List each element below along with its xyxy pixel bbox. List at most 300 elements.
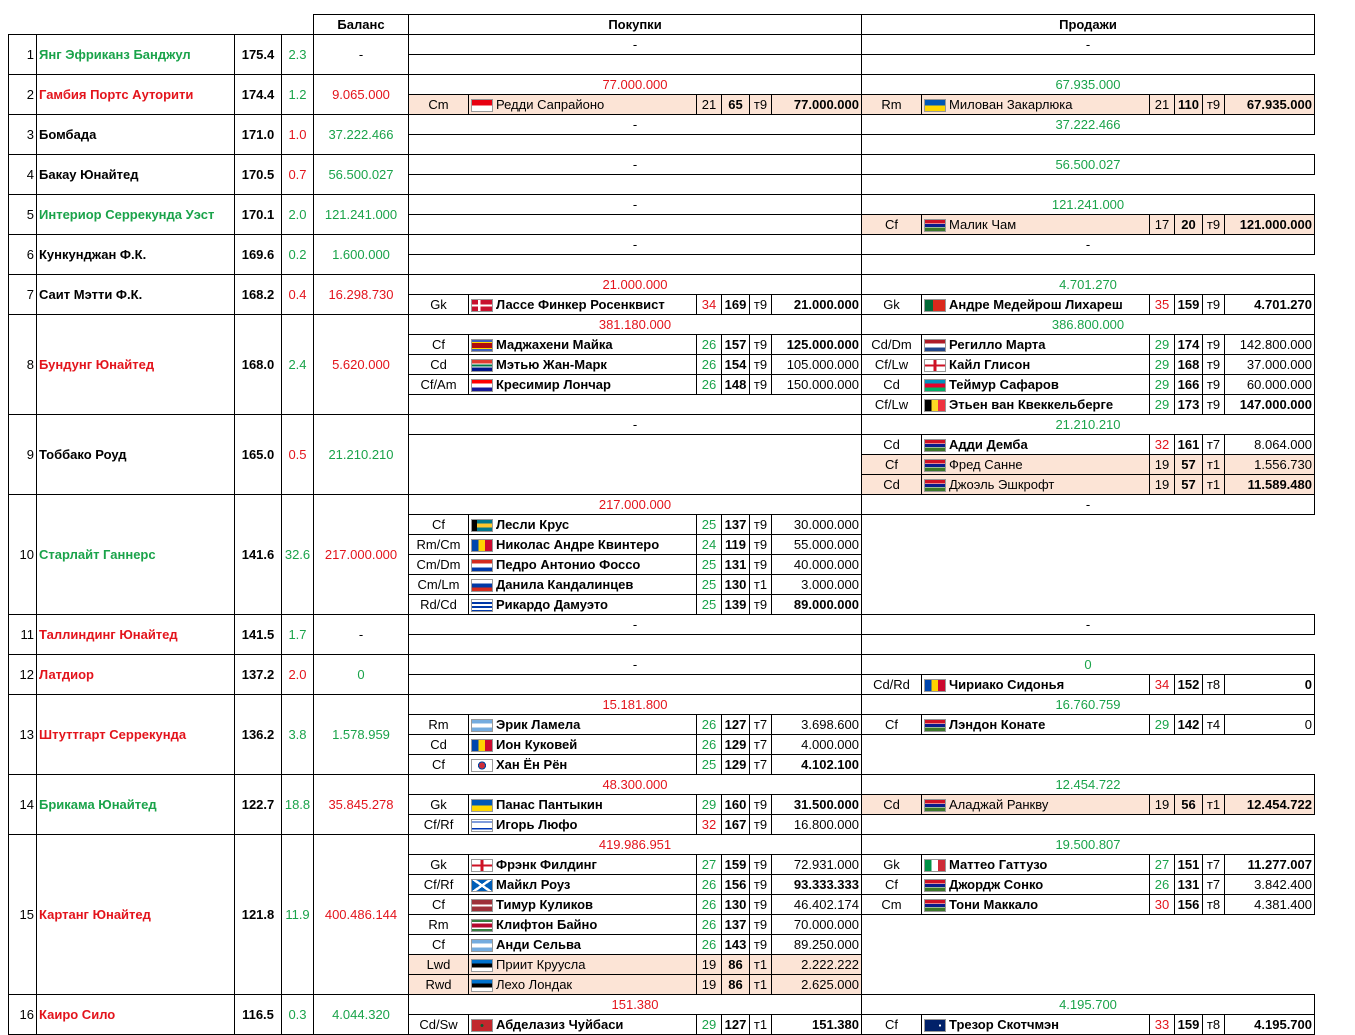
sales-total: 386.800.000 (862, 315, 1315, 335)
buys-term: т9 (750, 295, 772, 315)
team-name[interactable]: Бакау Юнайтед (37, 155, 235, 195)
buys-price: 77.000.000 (772, 95, 862, 115)
sales-player[interactable] (922, 715, 1150, 735)
team-name[interactable]: Таллиндинг Юнайтед (37, 615, 235, 655)
sales-price: 142.800.000 (1225, 335, 1315, 355)
sales-position: Cf (862, 1015, 922, 1035)
sales-rating: 166 (1175, 375, 1203, 395)
team-balance: 1.578.959 (314, 695, 409, 775)
sales-player[interactable] (922, 875, 1150, 895)
team-rating: 116.5 (235, 995, 282, 1035)
buys-player-name: Ион Куковей (496, 737, 578, 752)
team-rating-diff: 2.0 (282, 195, 314, 235)
flag-denmark-icon (471, 299, 493, 312)
buys-age: 29 (697, 1015, 722, 1035)
buys-player[interactable] (469, 595, 697, 615)
buys-position: Cf (409, 335, 469, 355)
buys-player[interactable] (469, 955, 697, 975)
flag-uruguay-icon (471, 599, 493, 612)
buys-player[interactable] (469, 795, 697, 815)
buys-price: 70.000.000 (772, 915, 862, 935)
sales-price: 0 (1225, 715, 1315, 735)
team-rating-diff: 1.0 (282, 115, 314, 155)
buys-position: Rd/Cd (409, 595, 469, 615)
sales-term: т1 (1203, 795, 1225, 815)
sales-player[interactable] (922, 395, 1150, 415)
sales-total: 19.500.807 (862, 835, 1315, 855)
buys-rating: 169 (722, 295, 750, 315)
buys-player-name: Кресимир Лончар (496, 377, 611, 392)
team-rating-diff: 0.7 (282, 155, 314, 195)
team-rating: 170.1 (235, 195, 282, 235)
buys-empty-row (409, 455, 862, 475)
team-row (9, 615, 1315, 635)
sales-position: Cd (862, 375, 922, 395)
buys-player[interactable] (469, 735, 697, 755)
buys-player[interactable] (469, 295, 697, 315)
buys-rating: 131 (722, 555, 750, 575)
sales-rating: 161 (1175, 435, 1203, 455)
buys-position: Cf/Am (409, 375, 469, 395)
buys-position: Cm (409, 95, 469, 115)
buys-term: т7 (750, 715, 772, 735)
sales-position: Cf (862, 715, 922, 735)
sales-price: 3.842.400 (1225, 875, 1315, 895)
buys-rating: 139 (722, 595, 750, 615)
sales-age: 26 (1150, 875, 1175, 895)
buys-player[interactable] (469, 555, 697, 575)
sales-age: 29 (1150, 335, 1175, 355)
buys-total: 419.986.951 (409, 835, 862, 855)
buys-age: 27 (697, 855, 722, 875)
team-row (9, 995, 1315, 1015)
buys-player-name: Педро Антонио Фоссо (496, 557, 641, 572)
buys-player[interactable] (469, 515, 697, 535)
team-rating: 136.2 (235, 695, 282, 775)
team-rating: 121.8 (235, 835, 282, 995)
buys-rating: 143 (722, 935, 750, 955)
buys-price: 2.625.000 (772, 975, 862, 995)
sales-position: Gk (862, 295, 922, 315)
buys-empty-row (409, 135, 862, 155)
buys-player-name: Игорь Люфо (496, 817, 578, 832)
sales-player-name: Аладжай Ранкву (949, 797, 1049, 812)
flag-gambia-icon (924, 879, 946, 892)
sales-player[interactable] (922, 475, 1150, 495)
sales-total: 37.222.466 (862, 115, 1315, 135)
buys-price: 105.000.000 (772, 355, 862, 375)
buys-age: 26 (697, 875, 722, 895)
buys-rating: 86 (722, 955, 750, 975)
buys-term: т9 (750, 535, 772, 555)
sales-age: 27 (1150, 855, 1175, 875)
buys-player[interactable] (469, 335, 697, 355)
buys-total: 151.380 (409, 995, 862, 1015)
sales-price: 11.589.480 (1225, 475, 1315, 495)
team-rating: 141.5 (235, 615, 282, 655)
buys-rating: 119 (722, 535, 750, 555)
team-rating: 175.4 (235, 35, 282, 75)
buys-term: т1 (750, 1015, 772, 1035)
team-rank: 6 (9, 235, 37, 275)
flag-belgium-icon (924, 399, 946, 412)
buys-player-name: Майкл Роуз (496, 877, 571, 892)
team-balance: 121.241.000 (314, 195, 409, 235)
flag-croatia-icon (471, 379, 493, 392)
team-rating-diff: 18.8 (282, 775, 314, 835)
buys-term: т7 (750, 735, 772, 755)
team-balance: 16.298.730 (314, 275, 409, 315)
sales-term: т8 (1203, 895, 1225, 915)
sales-position: Cf/Lw (862, 395, 922, 415)
flag-estonia-icon (471, 979, 493, 992)
team-row (9, 35, 1315, 55)
buys-age: 34 (697, 295, 722, 315)
buys-player-name: Анди Сельва (496, 937, 582, 952)
sales-position: Cd (862, 795, 922, 815)
sales-player[interactable] (922, 215, 1150, 235)
buys-position: Lwd (409, 955, 469, 975)
transfers-table (8, 14, 1315, 1035)
sales-position: Cf/Lw (862, 355, 922, 375)
sales-term: т9 (1203, 375, 1225, 395)
buys-player[interactable] (469, 895, 697, 915)
team-row (9, 155, 1315, 175)
sales-position: Cd (862, 475, 922, 495)
flag-southafrica-icon (471, 359, 493, 372)
team-rank: 8 (9, 315, 37, 415)
sales-player-name: Теймур Сафаров (949, 377, 1059, 392)
sales-price: 1.556.730 (1225, 455, 1315, 475)
buys-total: - (409, 615, 862, 635)
team-rating: 141.6 (235, 495, 282, 615)
buys-player[interactable] (469, 815, 697, 835)
sales-player[interactable] (922, 855, 1150, 875)
buys-rating: 86 (722, 975, 750, 995)
sales-age: 29 (1150, 395, 1175, 415)
team-name[interactable]: Штуттгарт Серрекунда (37, 695, 235, 775)
buys-player-name: Редди Сапрайоно (496, 97, 605, 112)
flag-ukraine-icon (471, 799, 493, 812)
buys-age: 26 (697, 715, 722, 735)
team-rank: 4 (9, 155, 37, 195)
buys-rating: 154 (722, 355, 750, 375)
team-name[interactable]: Старлайт Ганнерс (37, 495, 235, 615)
buys-term: т9 (750, 335, 772, 355)
flag-eswatini-icon (471, 339, 493, 352)
sales-player[interactable] (922, 895, 1150, 915)
buys-age: 26 (697, 355, 722, 375)
buys-age: 26 (697, 935, 722, 955)
buys-player[interactable] (469, 755, 697, 775)
team-rating-diff: 2.0 (282, 655, 314, 695)
buys-rating: 129 (722, 735, 750, 755)
team-name[interactable]: Тоббако Роуд (37, 415, 235, 495)
buys-total: 77.000.000 (409, 75, 862, 95)
team-rating: 169.6 (235, 235, 282, 275)
buys-player-name: Фрэнк Филдинг (496, 857, 597, 872)
sales-age: 29 (1150, 715, 1175, 735)
sales-rating: 159 (1175, 1015, 1203, 1035)
sales-player-name: Милован Закарлюка (949, 97, 1073, 112)
sales-position: Cd/Rd (862, 675, 922, 695)
buys-total: - (409, 195, 862, 215)
buys-player-name: Лехо Лондак (496, 977, 573, 992)
sales-player[interactable] (922, 295, 1150, 315)
sales-player[interactable] (922, 435, 1150, 455)
sales-term: т1 (1203, 455, 1225, 475)
sales-player-name: Чириако Сидонья (949, 677, 1065, 692)
sales-empty-row (862, 55, 1315, 75)
team-name[interactable]: Янг Эфриканз Банджул (37, 35, 235, 75)
buys-player[interactable] (469, 915, 697, 935)
sales-empty-row (862, 915, 1315, 935)
buys-age: 26 (697, 735, 722, 755)
sales-age: 17 (1150, 215, 1175, 235)
team-rating-diff: 2.4 (282, 315, 314, 415)
buys-total: 217.000.000 (409, 495, 862, 515)
buys-player-name: Лесли Крус (496, 517, 570, 532)
sales-rating: 159 (1175, 295, 1203, 315)
buys-player-name: Николас Андре Квинтеро (496, 537, 660, 552)
flag-moldova-icon (924, 679, 946, 692)
sales-position: Cf (862, 215, 922, 235)
sales-total: 67.935.000 (862, 75, 1315, 95)
buys-rating: 156 (722, 875, 750, 895)
buys-player[interactable] (469, 935, 697, 955)
buys-player[interactable] (469, 535, 697, 555)
team-rating-diff: 0.5 (282, 415, 314, 495)
buys-age: 26 (697, 915, 722, 935)
flag-gambia-icon (924, 479, 946, 492)
sales-price: 4.701.270 (1225, 295, 1315, 315)
sales-total: 21.210.210 (862, 415, 1315, 435)
team-name[interactable]: Каиро Сило (37, 995, 235, 1035)
team-name[interactable]: Интериор Серрекунда Уэст (37, 195, 235, 235)
buys-player[interactable] (469, 715, 697, 735)
team-rank: 13 (9, 695, 37, 775)
buys-player[interactable] (469, 875, 697, 895)
sales-player[interactable] (922, 355, 1150, 375)
buys-rating: 160 (722, 795, 750, 815)
team-rank: 2 (9, 75, 37, 115)
buys-age: 26 (697, 375, 722, 395)
buys-rating: 148 (722, 375, 750, 395)
buys-age: 25 (697, 595, 722, 615)
flag-moldova-icon (471, 539, 493, 552)
sales-empty-row (862, 815, 1315, 835)
buys-price: 16.800.000 (772, 815, 862, 835)
team-row (9, 835, 1315, 855)
team-name[interactable]: Картанг Юнайтед (37, 835, 235, 995)
sales-empty-row (862, 935, 1315, 955)
buys-position: Gk (409, 295, 469, 315)
team-name[interactable]: Кункунджан Ф.К. (37, 235, 235, 275)
buys-total: 381.180.000 (409, 315, 862, 335)
buys-price: 72.931.000 (772, 855, 862, 875)
buys-age: 26 (697, 895, 722, 915)
buys-price: 89.250.000 (772, 935, 862, 955)
buys-age: 25 (697, 755, 722, 775)
team-rating-diff: 0.2 (282, 235, 314, 275)
buys-price: 31.500.000 (772, 795, 862, 815)
team-name[interactable]: Гамбия Портс Ауторити (37, 75, 235, 115)
team-row (9, 315, 1315, 335)
sales-empty-row (862, 955, 1315, 975)
buys-total: 48.300.000 (409, 775, 862, 795)
buys-player[interactable] (469, 975, 697, 995)
buys-position: Cf (409, 755, 469, 775)
flag-estonia-icon (471, 959, 493, 972)
buys-player[interactable] (469, 95, 697, 115)
sales-rating: 168 (1175, 355, 1203, 375)
sales-term: т7 (1203, 875, 1225, 895)
sales-rating: 142 (1175, 715, 1203, 735)
team-row (9, 495, 1315, 515)
sales-player-name: Этьен ван Квеккельберге (949, 397, 1114, 412)
flag-italy-icon (924, 859, 946, 872)
sales-price: 0 (1225, 675, 1315, 695)
buys-position: Cf/Rf (409, 875, 469, 895)
sales-player[interactable] (922, 95, 1150, 115)
buys-position: Cd/Sw (409, 1015, 469, 1035)
buys-total: 15.181.800 (409, 695, 862, 715)
team-rank: 14 (9, 775, 37, 835)
buys-term: т9 (750, 595, 772, 615)
buys-term: т1 (750, 955, 772, 975)
sales-position: Cd (862, 435, 922, 455)
sales-term: т1 (1203, 475, 1225, 495)
team-balance: 37.222.466 (314, 115, 409, 155)
buys-player-name: Лассе Финкер Росенквист (496, 297, 665, 312)
buys-term: т9 (750, 355, 772, 375)
buys-price: 89.000.000 (772, 595, 862, 615)
buys-age: 26 (697, 335, 722, 355)
sales-player[interactable] (922, 675, 1150, 695)
buys-term: т9 (750, 895, 772, 915)
sales-price: 4.381.400 (1225, 895, 1315, 915)
buys-rating: 130 (722, 895, 750, 915)
sales-empty-row (862, 535, 1315, 555)
sales-player[interactable] (922, 795, 1150, 815)
buys-price: 30.000.000 (772, 515, 862, 535)
team-balance: 56.500.027 (314, 155, 409, 195)
team-rating-diff: 32.6 (282, 495, 314, 615)
sales-player-name: Регилло Марта (949, 337, 1046, 352)
team-balance: 1.600.000 (314, 235, 409, 275)
sales-empty-row (862, 975, 1315, 995)
buys-total: - (409, 415, 862, 435)
sales-player-name: Андре Медейрош Лихареш (949, 297, 1123, 312)
buys-header: Покупки (409, 15, 862, 35)
buys-price: 3.698.600 (772, 715, 862, 735)
sales-position: Rm (862, 95, 922, 115)
team-name[interactable]: Саит Мэтти Ф.К. (37, 275, 235, 315)
flag-latvia-icon (471, 899, 493, 912)
buys-position: Cf (409, 515, 469, 535)
buys-player[interactable] (469, 355, 697, 375)
sales-position: Cf (862, 875, 922, 895)
sales-player-name: Джордж Сонко (949, 877, 1044, 892)
buys-age: 25 (697, 575, 722, 595)
sales-player-name: Маттео Гаттузо (949, 857, 1048, 872)
buys-price: 55.000.000 (772, 535, 862, 555)
sales-total: 12.454.722 (862, 775, 1315, 795)
sales-rating: 56 (1175, 795, 1203, 815)
buys-position: Cf/Rf (409, 815, 469, 835)
buys-position: Rwd (409, 975, 469, 995)
flag-russia-icon (471, 579, 493, 592)
sales-term: т7 (1203, 435, 1225, 455)
buys-position: Gk (409, 795, 469, 815)
flag-bahamas-icon (471, 519, 493, 532)
buys-empty-row (409, 475, 862, 495)
sales-empty-row (862, 515, 1315, 535)
sales-empty-row (862, 175, 1315, 195)
buys-age: 25 (697, 515, 722, 535)
sales-player[interactable] (922, 335, 1150, 355)
buys-player-name: Панас Пантыкин (496, 797, 603, 812)
sales-term: т9 (1203, 215, 1225, 235)
buys-player[interactable] (469, 375, 697, 395)
buys-player[interactable] (469, 575, 697, 595)
team-rating: 168.0 (235, 315, 282, 415)
team-balance: 4.044.320 (314, 995, 409, 1035)
buys-player[interactable] (469, 1015, 697, 1035)
buys-rating: 130 (722, 575, 750, 595)
buys-position: Rm (409, 715, 469, 735)
sales-player[interactable] (922, 1015, 1150, 1035)
sales-rating: 57 (1175, 455, 1203, 475)
team-name[interactable]: Бомбада (37, 115, 235, 155)
buys-total: - (409, 235, 862, 255)
buys-age: 19 (697, 955, 722, 975)
buys-player[interactable] (469, 855, 697, 875)
sales-age: 19 (1150, 795, 1175, 815)
sales-player[interactable] (922, 455, 1150, 475)
buys-total: - (409, 35, 862, 55)
team-balance: - (314, 615, 409, 655)
buys-position: Cd (409, 355, 469, 375)
buys-price: 93.333.333 (772, 875, 862, 895)
sales-price: 8.064.000 (1225, 435, 1315, 455)
team-name[interactable]: Брикама Юнайтед (37, 775, 235, 835)
sales-player-name: Адди Демба (949, 437, 1028, 452)
team-rating-diff: 1.7 (282, 615, 314, 655)
team-name[interactable]: Латдиор (37, 655, 235, 695)
buys-term: т9 (750, 375, 772, 395)
buys-empty-row (409, 675, 862, 695)
buys-age: 29 (697, 795, 722, 815)
flag-israel-icon (471, 819, 493, 832)
sales-term: т8 (1203, 675, 1225, 695)
sales-player-name: Малик Чам (949, 217, 1017, 232)
buys-price: 46.402.174 (772, 895, 862, 915)
flag-argentina-icon (471, 719, 493, 732)
buys-price: 2.222.222 (772, 955, 862, 975)
sales-rating: 152 (1175, 675, 1203, 695)
buys-term: т9 (750, 795, 772, 815)
buys-empty-row (409, 435, 862, 455)
flag-suriname-icon (471, 919, 493, 932)
team-name[interactable]: Бундунг Юнайтед (37, 315, 235, 415)
buys-empty-row (409, 395, 862, 415)
sales-player[interactable] (922, 375, 1150, 395)
buys-rating: 137 (722, 915, 750, 935)
sales-player-name: Лэндон Конате (949, 717, 1046, 732)
buys-price: 4.000.000 (772, 735, 862, 755)
balance-header: Баланс (314, 15, 409, 35)
